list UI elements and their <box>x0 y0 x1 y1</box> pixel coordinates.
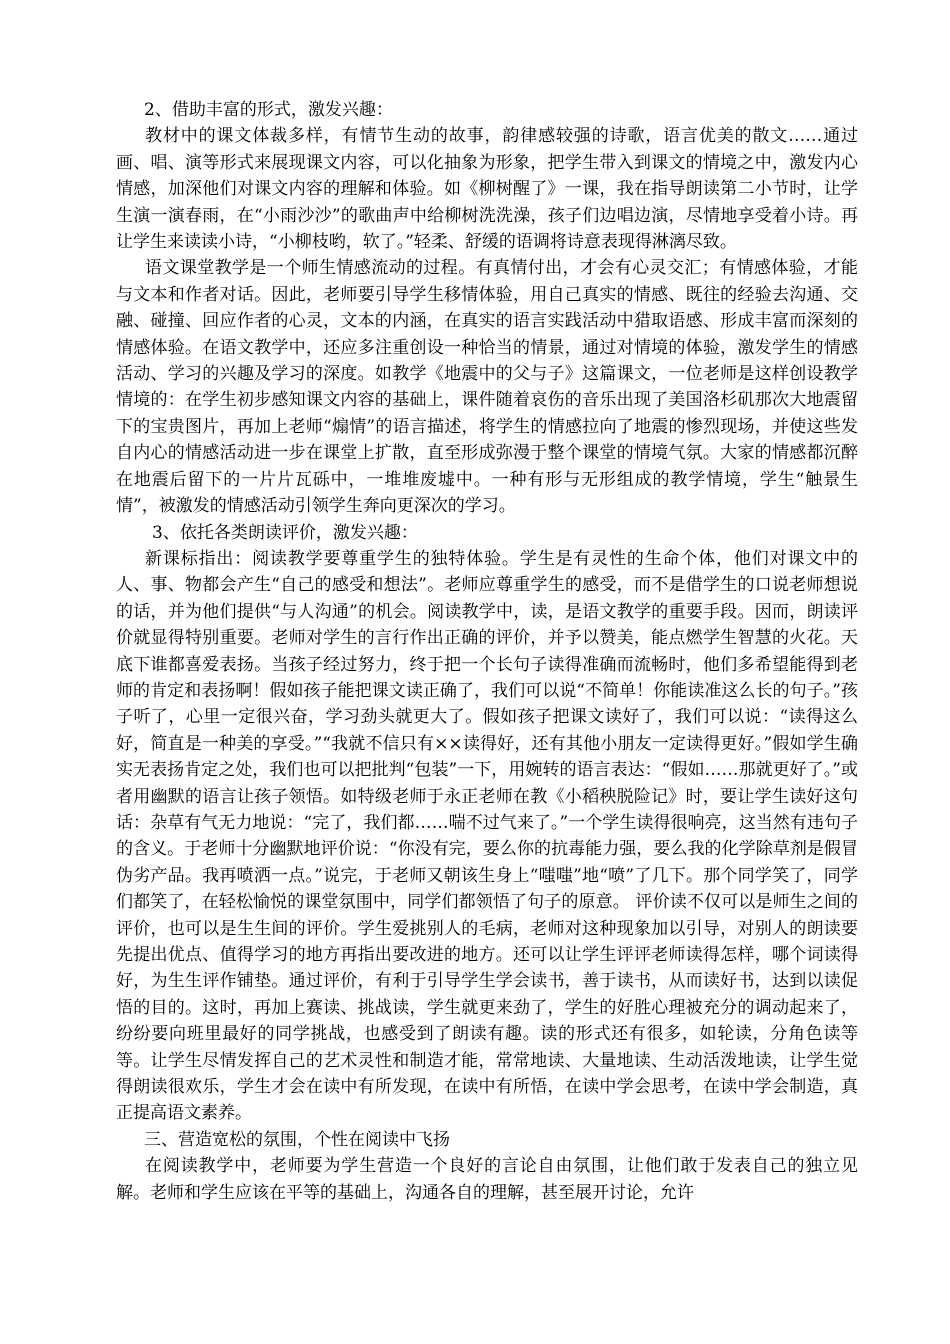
paragraph-atmosphere: 在阅读教学中，老师要为学生营造一个良好的言论自由氛围，让他们敢于发表自己的独立见解。老师和学生应该在平等的基础上，沟通各自的理解，甚至展开讨论，允许 <box>116 1156 858 1203</box>
paragraph-forms: 教材中的课文体裁多样，有情节生动的故事，韵律感较强的诗歌，语言优美的散文……通过画、唱、演等形式来展现课文内容，可以化抽象为形象，把学生带入到课文的情境之中，激发内心情感，加深他们对课文内容的理解和体验。如《柳树醒了》一课，我在指导朗读第二小节时，让学生演一演春雨，在“小雨沙沙”的歌曲声中给柳树洗洗澡，孩子们边唱边演，尽情地享受着小诗。再让学生来读读小诗，“小柳枝哟，软了。”轻柔、舒缓的语调将诗意表现得淋漓尽致。 <box>116 126 858 253</box>
section-heading-2: 2、借助丰富的形式，激发兴趣： <box>144 100 393 120</box>
paragraph-emotion: 语文课堂教学是一个师生情感流动的过程。有真情付出，才会有心灵交汇；有情感体验，才能与文本和作者对话。因此，老师要引导学生移情体验，用自己真实的情感、既往的经验去沟通、交融、碰撞、回应作者的心灵，文本的内涵，在真实的语言实践活动中猎取语感、形成丰富而深刻的情感体验。在语文教学中，还应多注重创设一种恰当的情景，通过对情境的体验，激发学生的情感活动、学习的兴趣及学习的深度。如教学《地震中的父与子》这篇课文，一位老师是这样创设教学情境的：在学生初步感知课文内容的基础上，课件随着哀伤的音乐出现了美国洛杉矶那次大地震留下的宝贵图片，再加上老师“煽情”的语言描述，将学生的情感拉向了地震的惨烈现场，并使这些发自内心的情感活动进一步在课堂上扩散，直至形成弥漫于整个课堂的情境气氛。大家的情感都沉醉在地震后留下的一片片瓦砾中，一堆堆废墟中。一种有形与无形组成的教学情境，学生“触景生情”，被激发的情感活动引领学生奔向更深次的学习。 <box>116 258 858 517</box>
section-heading-iii: 三、营造宽松的氛围，个性在阅读中飞扬 <box>144 1129 450 1150</box>
document-page <box>116 97 858 1206</box>
section-heading-3: 3、依托各类朗读评价，激发兴趣： <box>152 522 418 543</box>
paragraph-evaluation: 新课标指出：阅读教学要尊重学生的独特体验。学生是有灵性的生命个体，他们对课文中的人、事、物都会产生“自己的感受和想法”。老师应尊重学生的感受，而不是借学生的口说老师想说的话，并为他们提供“与人沟通”的机会。阅读教学中，读，是语文教学的重要手段。因而，朗读评价就显得特别重要。老师对学生的言行作出正确的评价，并予以赞美，能点燃学生智慧的火花。天底下谁都喜爱表扬。当孩子经过努力，终于把一个长句子读得准确而流畅时，他们多希望能得到老师的肯定和表扬啊！假如孩子能把课文读正确了，我们可以说“不简单！你能读准这么长的句子。”孩子听了，心里一定很兴奋，学习劲头就更大了。假如孩子把课文读好了，我们可以说：“读得这么好，简直是一种美的享受。”“我就不信只有××读得好，还有其他小朋友一定读得更好。”假如学生确实无表扬肯定之处，我们也可以把批判“包装”一下，用婉转的语言表达：“假如……那就更好了。”或者用幽默的语言让孩子领悟。如特级老师于永正老师在教《小稻秧脱险记》时，要让学生读好这句话：杂草有气无力地说：“完了，我们都……喘不过气来了。”一个学生读得很响亮，这当然有违句子的含义。于老师十分幽默地评价说：“你没有完，要么你的抗毒能力强，要么我的化学除草剂是假冒伪劣产品。我再喷洒一点。”说完，于老师又朝该生身上“嗤嗤”地“喷”了几下。那个同学笑了，同学们都笑了，在轻松愉悦的课堂氛围中，同学们都领悟了句子的原意。 评价读不仅可以是师生之间的评价，也可以是生生间的评价。学生爱挑别人的毛病，老师对这种现象加以引导，对别人的朗读要先提出优点、值得学习的地方再指出要改进的地方。还可以让学生评评老师读得怎样，哪个词读得好，为生生评作铺垫。通过评价，有利于引导学生学会读书，善于读书，从而读好书，达到以读促悟的目的。这时，再加上赛读、挑战读，学生就更来劲了，学生的好胜心理被充分的调动起来了，纷纷要向班里最好的同学挑战，也感受到了朗读有趣。读的形式还有很多，如轮读，分角色读等等。让学生尽情发挥自己的艺术灵性和制造才能，常常地读、大量地读、生动活泼地读，让学生觉得朗读很欢乐，学生才会在读中有所发现，在读中有所悟，在读中学会思考，在读中学会制造，真正提高语文素养。 <box>116 548 858 1124</box>
